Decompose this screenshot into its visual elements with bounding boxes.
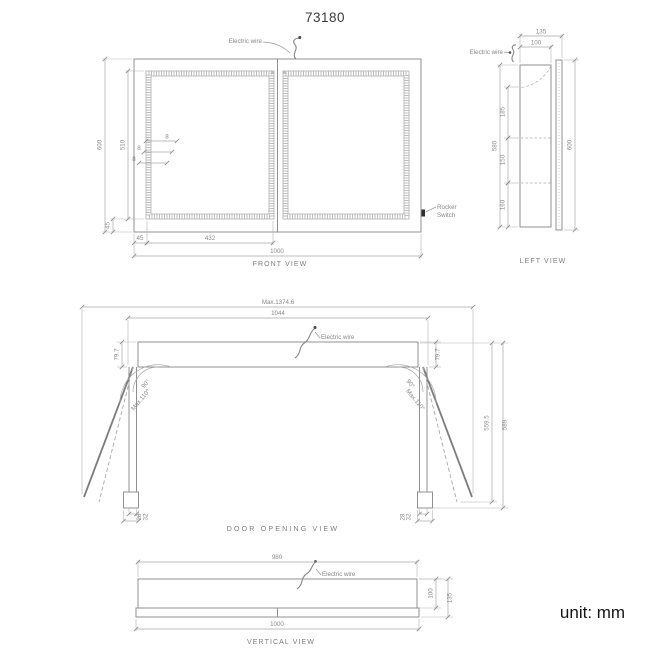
vertical-view-caption: VERTICAL VIEW — [247, 639, 315, 646]
object-outline — [146, 71, 274, 219]
left-view — [470, 29, 579, 266]
left-view-caption: LEFT VIEW — [519, 258, 567, 265]
wire-end-dot — [314, 326, 317, 329]
drawing-path — [521, 66, 551, 88]
wire-end-dot — [509, 51, 512, 54]
dimension-label: 150 — [499, 154, 507, 166]
dimension-label: 135 — [446, 592, 454, 604]
dimension-label: 1000 — [270, 248, 284, 255]
leader-line — [263, 42, 290, 53]
object-outline — [151, 76, 269, 214]
door-open-110 — [84, 367, 133, 497]
cabinet-body-top — [138, 342, 418, 367]
dimension-label: 1044 — [271, 310, 285, 317]
dimension-label: 980 — [271, 554, 283, 561]
leader-line — [504, 52, 509, 53]
angle-label: Max.110° — [404, 387, 427, 413]
rocker-switch-mark — [422, 210, 426, 217]
dimension-label: 8 — [132, 156, 136, 163]
dimension-label: 580 — [491, 140, 499, 152]
dimension-label: 32 — [405, 513, 413, 521]
leader-line — [316, 569, 321, 575]
electric-wire-label: Electric wire — [321, 334, 355, 341]
object-outline — [283, 71, 409, 219]
dimension-label: 510 — [119, 139, 127, 151]
dimension-label: 100 — [530, 39, 542, 47]
dimension-label: 600 — [96, 139, 104, 151]
leader-line — [426, 207, 437, 212]
front-view — [97, 36, 457, 268]
wire-end-dot — [298, 36, 301, 39]
dimension-label: 79.7 — [113, 348, 121, 361]
drawing-line — [423, 367, 457, 502]
door-end-cap — [124, 492, 139, 508]
dimension-label: 559.5 — [483, 415, 491, 431]
dimension-label: 79.7 — [434, 348, 442, 361]
led-strip-right — [286, 74, 407, 217]
dimension-label: 28 — [399, 513, 407, 521]
front-view-caption: FRONT VIEW — [252, 261, 308, 268]
dimension-label: 600 — [566, 139, 574, 151]
dimension-label: 32 — [142, 513, 150, 521]
dimension-label: 589 — [501, 419, 509, 431]
drawing-title: 73180 — [304, 10, 346, 25]
cabinet-body-bottom — [138, 579, 417, 608]
led-strip-left — [149, 74, 272, 217]
leader-line — [315, 332, 320, 338]
drawing-line — [99, 367, 133, 502]
electric-wire-label: Electric wire — [322, 571, 356, 578]
angle-label: Max.110° — [129, 387, 152, 413]
door-open-110 — [423, 367, 472, 497]
wire-end-dot — [314, 560, 317, 563]
electric-wire-icon — [294, 38, 300, 59]
dimension-label: 432 — [204, 235, 216, 242]
dimension-label: 100 — [427, 588, 435, 599]
dimension-label: 8 — [137, 145, 141, 152]
dimension-label: Max.1374.6 — [261, 299, 295, 306]
dimension-label: 8 — [165, 133, 169, 141]
electric-wire-icon — [295, 329, 315, 359]
electric-wire-icon — [297, 563, 315, 590]
electric-wire-icon — [512, 45, 516, 62]
cabinet-body-side — [520, 65, 551, 227]
object-outline — [288, 76, 404, 214]
door-end-cap — [418, 492, 433, 508]
electric-wire-label: Electric wire — [228, 38, 262, 45]
vertical-view — [134, 554, 454, 646]
dimension-label: 45 — [136, 235, 144, 242]
dimension-label: 160 — [499, 199, 507, 211]
rocker-switch-label: Rocker — [437, 204, 457, 211]
dimension-label: 28 — [136, 513, 143, 521]
door-opening-view — [80, 299, 509, 533]
electric-wire-label: Electric wire — [469, 49, 503, 56]
angle-label: 90° — [140, 378, 152, 390]
dimension-label: 185 — [499, 106, 507, 118]
dimension-label: 135 — [535, 28, 547, 36]
unit-label: unit: mm — [559, 603, 626, 622]
dimension-label: 1000 — [270, 621, 284, 628]
rocker-switch-label: Switch — [437, 212, 456, 219]
door-opening-view-caption: DOOR OPENING VIEW — [226, 526, 340, 533]
dimension-label: 45 — [104, 222, 112, 229]
angle-label: 90° — [404, 378, 416, 390]
